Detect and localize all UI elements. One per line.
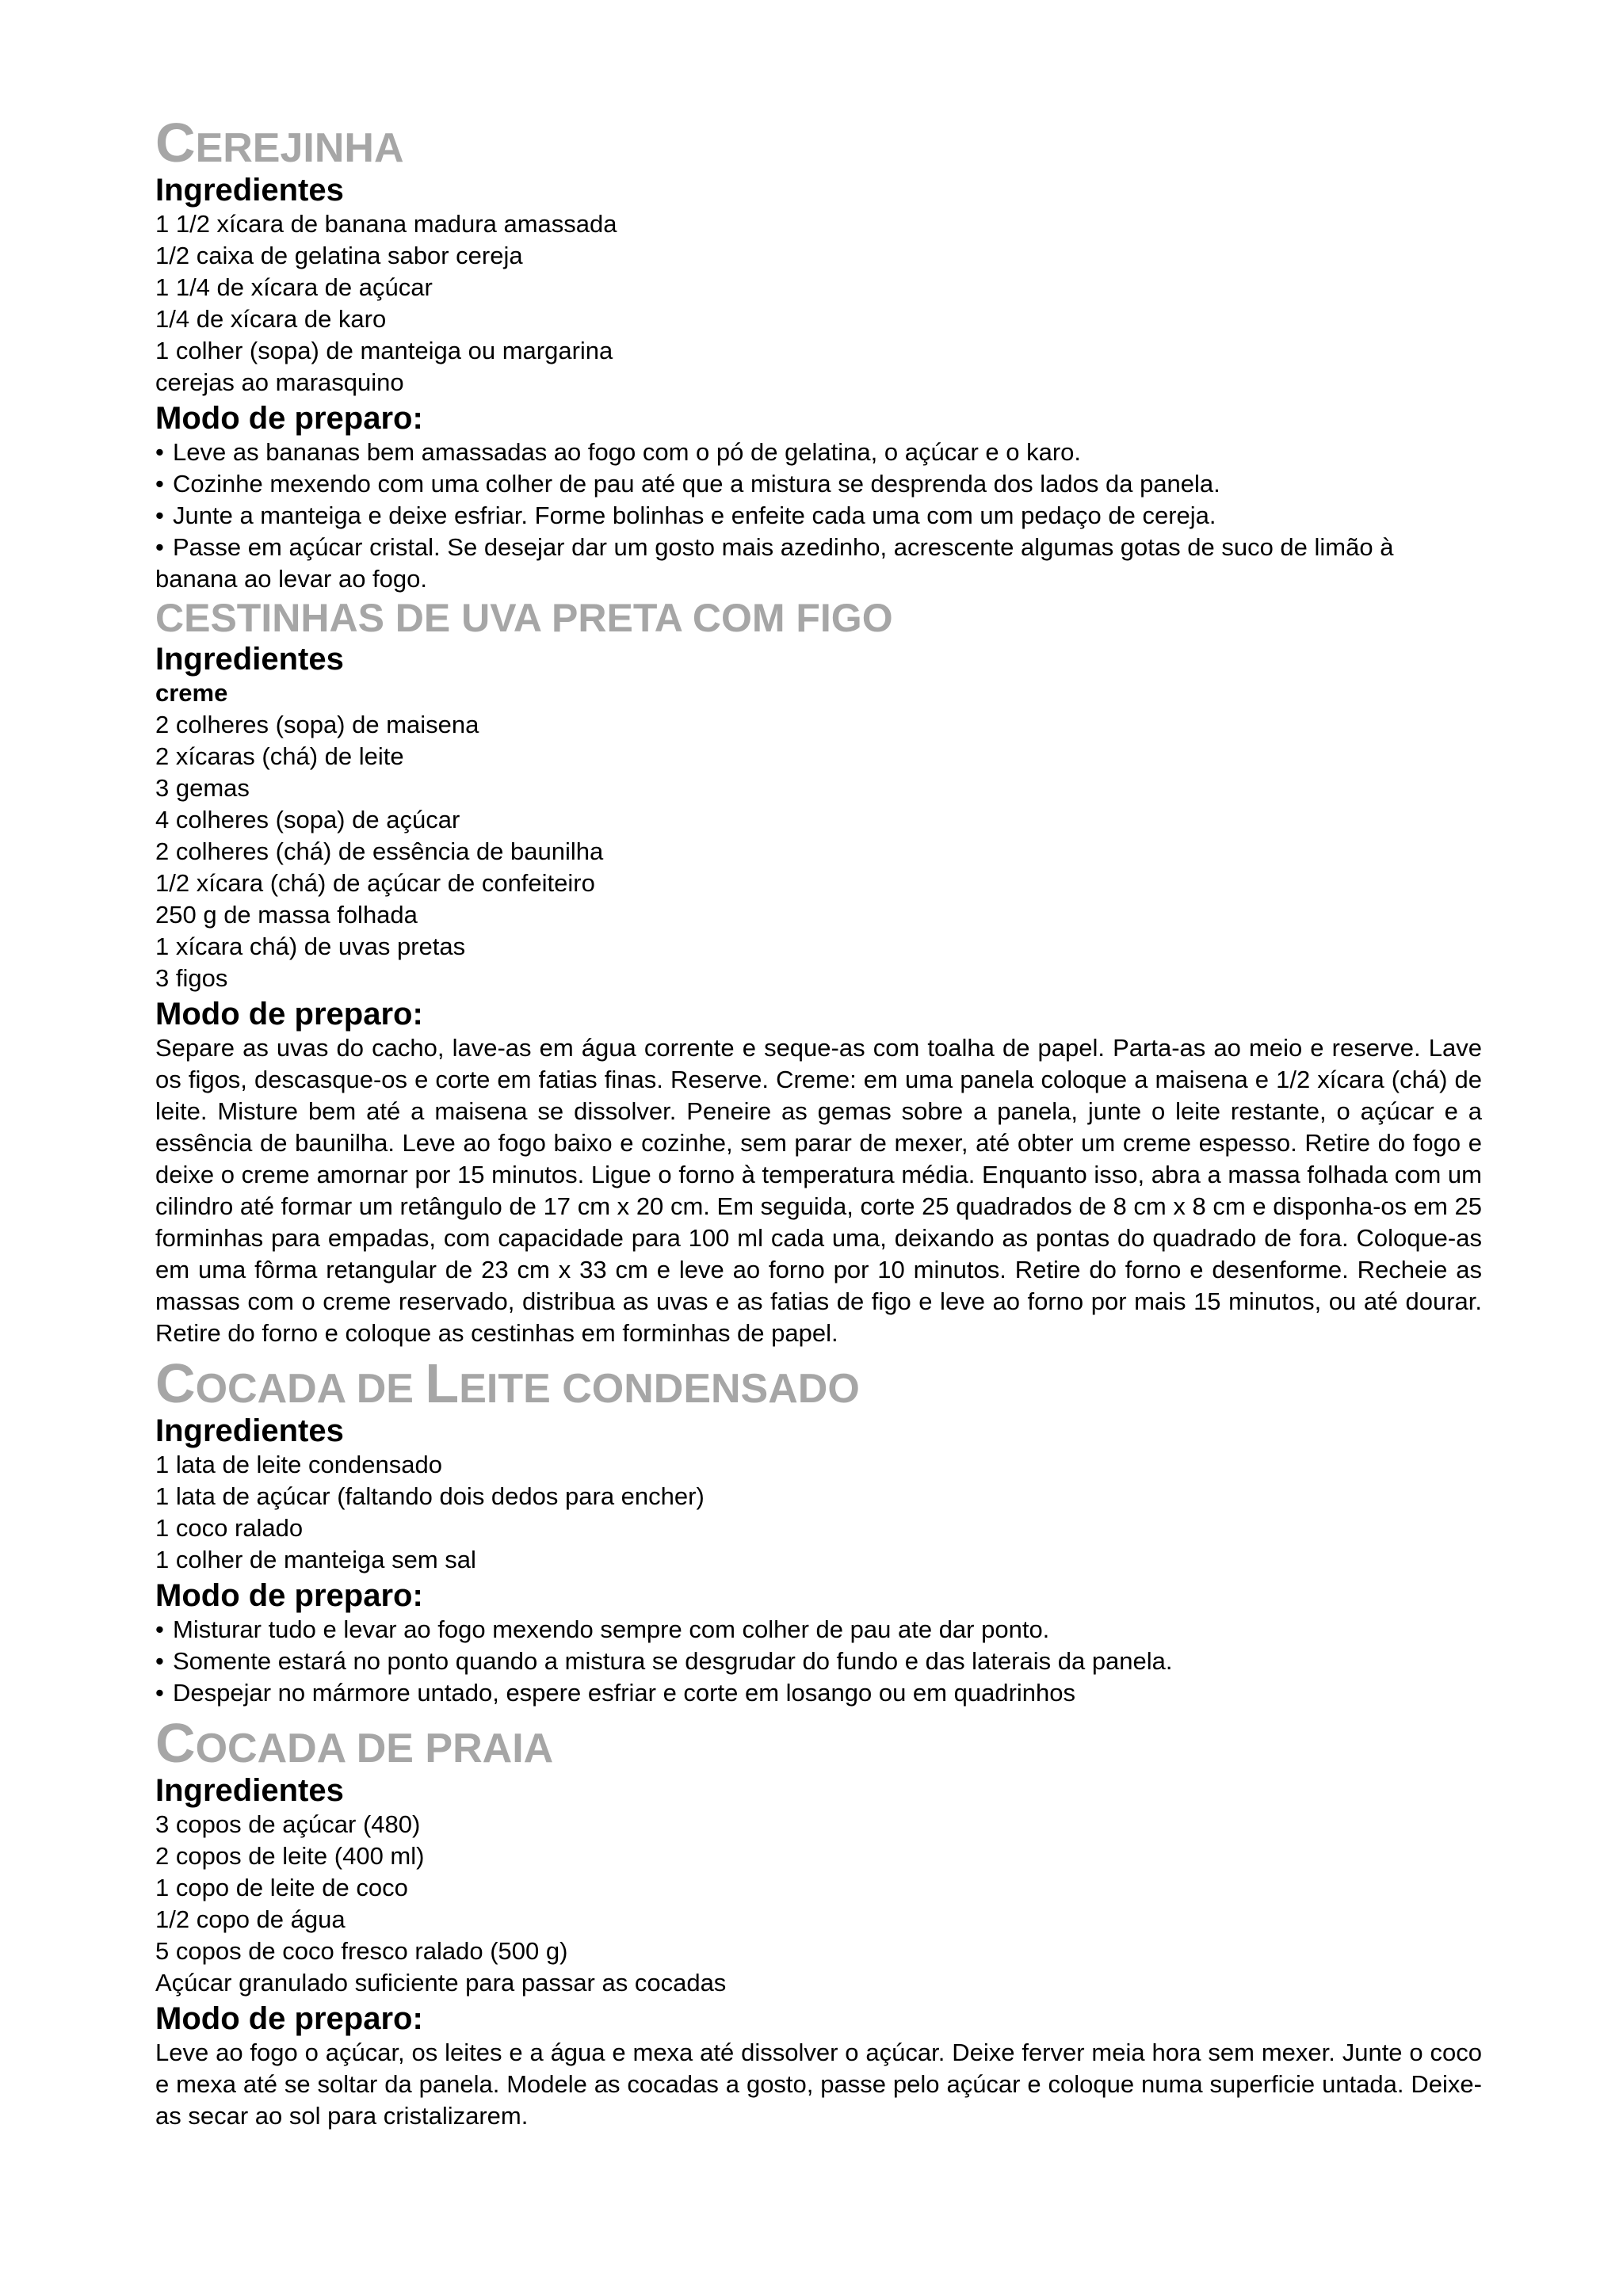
method-steps bbox=[155, 1614, 1482, 1709]
step-text: Misturar tudo e levar ao fogo mexendo sempre com colher de pau ate dar ponto. bbox=[173, 1615, 1050, 1643]
ingredient-item: 1/2 caixa de gelatina sabor cereja bbox=[155, 242, 523, 269]
ingredient-item: 2 colheres (chá) de essência de baunilha bbox=[155, 837, 604, 865]
title-rest: EITE CONDENSADO bbox=[459, 1366, 860, 1412]
ingredient-item: 1 copo de leite de coco bbox=[155, 1874, 408, 1901]
method-paragraph: Leve ao fogo o açúcar, os leites e a água e mexa até dissolver o açúcar. Deixe ferver meia hora sem mexer. Junte o coco e mexa até se soltar da panela. Modele as cocadas a gosto, passe pelo açúcar e coloque numa superficie untada. Deixe-as secar ao sol para cristalizarem. bbox=[155, 2039, 1482, 2130]
title-initial: C bbox=[155, 1712, 196, 1774]
ingredient-item: 1 1/4 de xícara de açúcar bbox=[155, 273, 433, 301]
step-text: Despejar no mármore untado, espere esfriar e corte em losango ou em quadrinhos bbox=[173, 1679, 1076, 1707]
ingredient-item: 1 xícara chá) de uvas pretas bbox=[155, 933, 466, 960]
recipe-cocada-leite-condensado bbox=[155, 1352, 1482, 1709]
method-step bbox=[155, 1677, 1482, 1709]
ingredient-item: 1 lata de leite condensado bbox=[155, 1451, 442, 1478]
title-initial: L bbox=[425, 1352, 460, 1414]
recipe-title bbox=[155, 1712, 1482, 1774]
ingredient-item: 4 colheres (sopa) de açúcar bbox=[155, 806, 460, 833]
ingredient-item: 3 copos de açúcar (480) bbox=[155, 1810, 421, 1838]
ingredient-item: 2 xícaras (chá) de leite bbox=[155, 742, 404, 770]
ingredient-list bbox=[155, 709, 1482, 994]
ingredient-item: Açúcar granulado suficiente para passar as cocadas bbox=[155, 1969, 727, 1997]
ingredient-list bbox=[155, 1449, 1482, 1576]
method-step bbox=[155, 1646, 1482, 1677]
method-step bbox=[155, 500, 1482, 532]
ingredient-item: 3 figos bbox=[155, 964, 228, 992]
ingredients-heading: Ingredientes bbox=[155, 642, 344, 677]
method-step bbox=[155, 532, 1482, 595]
ingredient-item: cerejas ao marasquino bbox=[155, 368, 404, 396]
bullet-icon: • bbox=[155, 1679, 164, 1707]
method-step bbox=[155, 1614, 1482, 1646]
title-initial: C bbox=[155, 1352, 196, 1414]
ingredient-list bbox=[155, 208, 1482, 399]
method-heading: Modo de preparo: bbox=[155, 1578, 423, 1613]
recipe-title: CESTINHAS DE UVA PRETA COM FIGO bbox=[155, 596, 893, 640]
method-heading: Modo de preparo: bbox=[155, 2001, 423, 2036]
ingredient-list bbox=[155, 1809, 1482, 1999]
ingredient-item: 250 g de massa folhada bbox=[155, 901, 418, 929]
bullet-icon: • bbox=[155, 438, 164, 466]
step-text: Passe em açúcar cristal. Se desejar dar um gosto mais azedinho, acrescente algumas gotas de suco de limão à banana ao levar ao fogo. bbox=[155, 533, 1394, 593]
title-initial: C bbox=[155, 112, 196, 174]
title-rest: EREJINHA bbox=[195, 125, 404, 171]
title-part: OCADA DE bbox=[195, 1366, 426, 1412]
bullet-icon: • bbox=[155, 1647, 164, 1675]
recipe-title bbox=[155, 112, 1482, 174]
ingredients-heading: Ingredientes bbox=[155, 1413, 344, 1448]
recipe-cerejinha bbox=[155, 112, 1482, 595]
step-text: Leve as bananas bem amassadas ao fogo com o pó de gelatina, o açúcar e o karo. bbox=[173, 438, 1082, 466]
title-rest: OCADA DE PRAIA bbox=[195, 1726, 554, 1772]
ingredient-item: 1 coco ralado bbox=[155, 1514, 304, 1542]
ingredients-heading: Ingredientes bbox=[155, 1773, 344, 1808]
step-text: Somente estará no ponto quando a mistura se desgrudar do fundo e das laterais da panela. bbox=[173, 1647, 1173, 1675]
bullet-icon: • bbox=[155, 1615, 164, 1643]
ingredient-item: 1 colher (sopa) de manteiga ou margarina bbox=[155, 337, 613, 364]
ingredient-item: 1/2 xícara (chá) de açúcar de confeiteiro bbox=[155, 869, 595, 897]
method-steps bbox=[155, 437, 1482, 595]
ingredient-item: 1 1/2 xícara de banana madura amassada bbox=[155, 210, 617, 238]
method-heading: Modo de preparo: bbox=[155, 401, 423, 436]
step-text: Cozinhe mexendo com uma colher de pau até que a mistura se desprenda dos lados da panela. bbox=[173, 470, 1220, 498]
method-step bbox=[155, 437, 1482, 468]
ingredient-item: 1/4 de xícara de karo bbox=[155, 305, 387, 333]
bullet-icon: • bbox=[155, 533, 164, 561]
recipe-cocada-praia bbox=[155, 1712, 1482, 2132]
bullet-icon: • bbox=[155, 470, 164, 498]
ingredient-item: 1/2 copo de água bbox=[155, 1905, 346, 1933]
method-heading: Modo de preparo: bbox=[155, 997, 423, 1032]
ingredients-subheading: creme bbox=[155, 679, 228, 707]
ingredient-item: 2 colheres (sopa) de maisena bbox=[155, 711, 479, 738]
method-step bbox=[155, 468, 1482, 500]
ingredient-item: 2 copos de leite (400 ml) bbox=[155, 1842, 425, 1870]
ingredient-item: 3 gemas bbox=[155, 774, 250, 802]
method-paragraph: Separe as uvas do cacho, lave-as em água corrente e seque-as com toalha de papel. Parta-as ao meio e reserve. Lave os figos, descasque-os e corte em fatias finas. Reserve. Creme: em uma panela coloque a maisena e 1/2 xícara (chá) de leite. Misture bem até a maisena se dissolver. Peneire as gemas sobre a panela, junte o leite restante, o açúcar e a essência de baunilha. Leve ao fogo baixo e cozinhe, sem parar de mexer, até obter um creme espesso. Retire do fogo e deixe o creme amornar por 15 minutos. Ligue o forno à temperatura média. Enquanto isso, abra a massa folhada com um cilindro até formar um retângulo de 17 cm x 20 cm. Em seguida, corte 25 quadrados de 8 cm x 8 cm e disponha-os em 25 forminhas para empadas, com capacidade para 100 ml cada uma, deixando as pontas do quadrado de fora. Coloque-as em uma fôrma retangular de 23 cm x 33 cm e leve ao forno por 10 minutos. Retire do forno e desenforme. Recheie as massas com o creme reservado, distribua as uvas e as fatias de figo e leve ao forno por mais 15 minutos, ou até dourar. Retire do forno e coloque as cestinhas em forminhas de papel. bbox=[155, 1034, 1482, 1347]
ingredient-item: 1 colher de manteiga sem sal bbox=[155, 1546, 476, 1573]
ingredient-item: 1 lata de açúcar (faltando dois dedos para encher) bbox=[155, 1482, 705, 1510]
ingredients-heading: Ingredientes bbox=[155, 173, 344, 208]
ingredient-item: 5 copos de coco fresco ralado (500 g) bbox=[155, 1937, 568, 1965]
recipe-title bbox=[155, 1352, 1482, 1414]
step-text: Junte a manteiga e deixe esfriar. Forme bolinhas e enfeite cada uma com um pedaço de cereja. bbox=[173, 502, 1216, 529]
recipe-cestinhas bbox=[155, 598, 1482, 1349]
bullet-icon: • bbox=[155, 502, 164, 529]
